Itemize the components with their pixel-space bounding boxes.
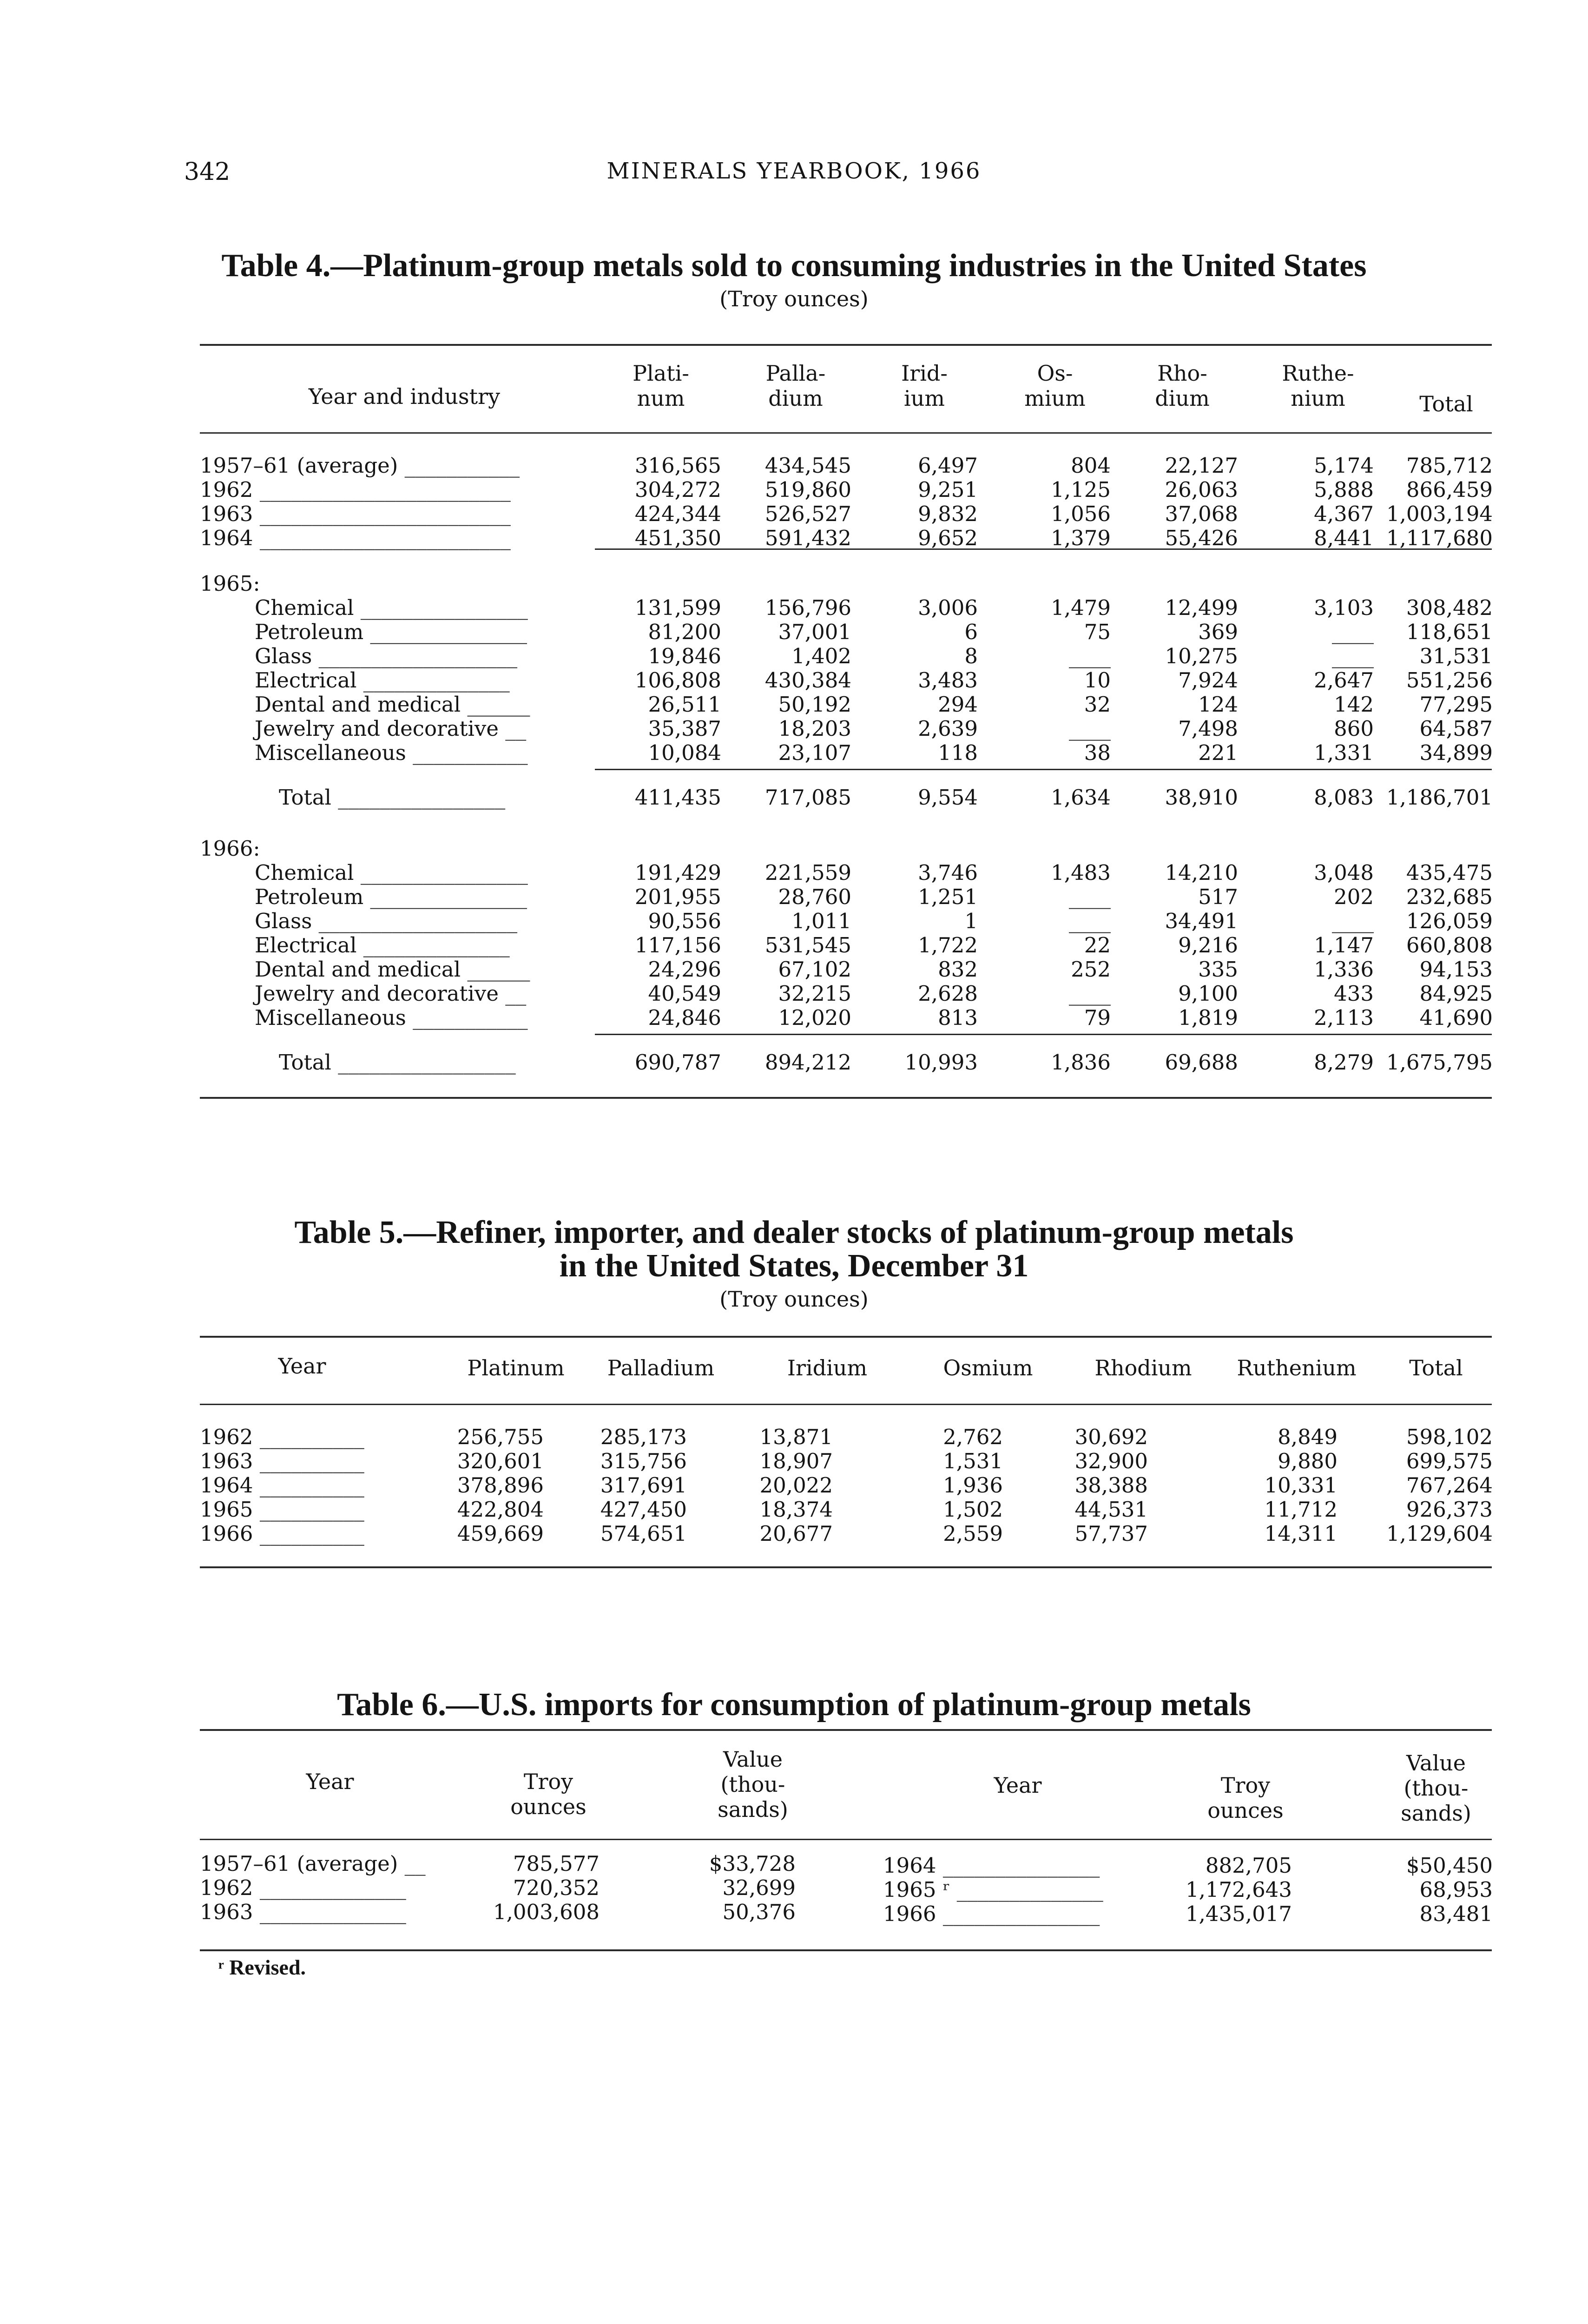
table5-row-5-cell-7: 1,129,604 (1386, 1521, 1493, 1546)
table6-left-row-1-cell-2: $33,728 (709, 1851, 796, 1876)
table6-header-value-left: Value (thou- sands) (718, 1747, 788, 1822)
table4-header-5: Rho- dium (1155, 361, 1210, 411)
table5-row-2-cell-7: 699,575 (1406, 1449, 1493, 1473)
table4-1966-row-7-cell-7: 41,690 (1419, 1005, 1493, 1030)
table4-title: Table 4.—Platinum-group metals sold to consuming industries in the United States (221, 248, 1367, 284)
table4-header-rule (200, 432, 1492, 434)
table5-row-2-label: 1963 __________ (200, 1449, 364, 1473)
table5-row-4-cell-1: 422,804 (457, 1497, 544, 1522)
table5-row-5-cell-5: 57,737 (1074, 1521, 1148, 1546)
page-number: 342 (184, 158, 231, 186)
table5-row-1-cell-7: 598,102 (1406, 1425, 1493, 1449)
table4-1966-total-cell-6: 8,279 (1314, 1050, 1374, 1075)
table4-1966-row-7-cell-1: 24,846 (648, 1005, 721, 1030)
table5-row-4-cell-2: 427,450 (600, 1497, 687, 1522)
table4-1966-total-rule (595, 1034, 1492, 1035)
table4-1965-row-6-cell-6: 860 (1334, 716, 1374, 741)
table4-1966-row-3-label: Glass ___________________ (255, 909, 518, 933)
table5-header-2: Palladium (607, 1355, 715, 1380)
table4-top-row-3-cell-5: 37,068 (1165, 502, 1238, 526)
table5-row-4-label: 1965 __________ (200, 1497, 364, 1522)
table4-1966-row-4-label: Electrical ______________ (255, 933, 510, 957)
table4-1966-row-1-cell-4: 1,483 (1051, 860, 1111, 885)
table6-left-row-2-cell-2: 32,699 (722, 1875, 796, 1900)
table6-right-row-3-cell-2: 83,481 (1419, 1901, 1493, 1926)
table4-1966-row-5-cell-1: 24,296 (648, 957, 721, 982)
table5-row-5-cell-3: 20,677 (759, 1521, 833, 1546)
table4-1965-row-1-cell-5: 12,499 (1165, 595, 1238, 620)
table4-1965-row-3-cell-3: 8 (964, 644, 978, 668)
table4-top-row-2-cell-4: 1,125 (1051, 477, 1111, 502)
table5-header-5: Rhodium (1094, 1355, 1192, 1380)
table4-1966-row-3-cell-3: 1 (964, 909, 978, 933)
table6-header-rule (200, 1839, 1492, 1840)
table6-right-row-1-label: 1964 _______________ (883, 1853, 1100, 1878)
table5-row-4-cell-4: 1,502 (943, 1497, 1003, 1522)
table6-header-ounces-left: Troy ounces (510, 1769, 586, 1819)
table4-1966-row-3-cell-7: 126,059 (1406, 909, 1493, 933)
table6-footnote: ʳ Revised. (218, 1955, 306, 1979)
table4-1965-row-7-cell-3: 118 (938, 740, 978, 765)
table4-1965-total-cell-1: 411,435 (634, 785, 721, 810)
table4-1965-row-1-cell-6: 3,103 (1314, 595, 1374, 620)
table4-top-row-3-label: 1963 ________________________ (200, 502, 511, 526)
table5-row-1-cell-6: 8,849 (1278, 1425, 1338, 1449)
table4-1966-row-2-cell-3: 1,251 (918, 885, 978, 909)
table4-1966-total-cell-7: 1,675,795 (1386, 1050, 1493, 1075)
table4-top-rule (200, 344, 1492, 346)
table5-row-2-cell-3: 18,907 (759, 1449, 833, 1473)
table5-row-4-cell-5: 44,531 (1074, 1497, 1148, 1522)
table4-1966-label: 1966: (200, 836, 260, 861)
table4-header-year: Year and industry (308, 384, 501, 409)
table4-top-row-1-cell-2: 434,545 (764, 453, 851, 478)
table4-1966-total-cell-2: 894,212 (764, 1050, 851, 1075)
table4-1965-row-2-cell-1: 81,200 (648, 620, 721, 644)
table4-1966-row-2-cell-7: 232,685 (1406, 885, 1493, 909)
table4-1966-row-3-cell-1: 90,556 (648, 909, 721, 933)
table4-1966-row-7-cell-6: 2,113 (1314, 1005, 1374, 1030)
table4-1965-row-4-cell-5: 7,924 (1178, 668, 1238, 693)
table5-title: Table 5.—Refiner, importer, and dealer stocks of platinum-group metals (294, 1215, 1294, 1250)
table4-1965-row-2-cell-5: 369 (1198, 620, 1238, 644)
table4-top-row-3-cell-2: 526,527 (764, 502, 851, 526)
table4-1966-row-4-cell-3: 1,722 (918, 933, 978, 957)
table4-1966-row-4-cell-6: 1,147 (1314, 933, 1374, 957)
table6-left-row-1-label: 1957–61 (average) __ (200, 1851, 426, 1876)
table4-1966-row-7-cell-2: 12,020 (778, 1005, 851, 1030)
table4-1966-row-6-cell-1: 40,549 (648, 981, 721, 1006)
table4-1966-row-5-cell-2: 67,102 (778, 957, 851, 982)
table4-top-row-4-cell-6: 8,441 (1314, 526, 1374, 550)
table4-1966-row-4-cell-2: 531,545 (764, 933, 851, 957)
table4-1965-row-4-label: Electrical ______________ (255, 668, 510, 693)
table4-1965-row-1-label: Chemical ________________ (255, 595, 528, 620)
table4-1966-row-7-cell-4: 79 (1084, 1005, 1111, 1030)
table4-1966-row-4-cell-7: 660,808 (1406, 933, 1493, 957)
table4-top-row-4-label: 1964 ________________________ (200, 526, 511, 550)
table4-top-row-4-cell-2: 591,432 (764, 526, 851, 550)
table4-1966-total-cell-3: 10,993 (904, 1050, 978, 1075)
running-head: MINERALS YEARBOOK, 1966 (606, 158, 982, 184)
table4-1965-row-3-cell-2: 1,402 (791, 644, 851, 668)
table5-row-2-cell-2: 315,756 (600, 1449, 687, 1473)
table4-top-row-2-cell-1: 304,272 (634, 477, 721, 502)
table6-title: Table 6.—U.S. imports for consumption of platinum-group metals (337, 1687, 1251, 1723)
table4-top-row-1-cell-3: 6,497 (918, 453, 978, 478)
table4-1965-row-2-cell-3: 6 (964, 620, 978, 644)
table4-1966-row-6-cell-5: 9,100 (1178, 981, 1238, 1006)
table4-1965-row-7-cell-6: 1,331 (1314, 740, 1374, 765)
table5-row-3-cell-4: 1,936 (943, 1473, 1003, 1498)
table6-bottom-rule (200, 1949, 1492, 1951)
table4-1965-total-cell-5: 38,910 (1165, 785, 1238, 810)
table4-1966-row-6-cell-6: 433 (1334, 981, 1374, 1006)
table4-1965-row-4-cell-1: 106,808 (634, 668, 721, 693)
table4-1965-total-cell-2: 717,085 (764, 785, 851, 810)
table4-1966-row-1-cell-3: 3,746 (918, 860, 978, 885)
table5-row-3-cell-2: 317,691 (600, 1473, 687, 1498)
table4-1965-row-5-cell-4: 32 (1084, 692, 1111, 717)
table5-header-1: Platinum (467, 1355, 565, 1380)
table5-row-1-cell-4: 2,762 (943, 1425, 1003, 1449)
table4-header-6: Ruthe- nium (1282, 361, 1354, 411)
table6-right-row-2-label: 1965 ʳ ______________ (883, 1877, 1103, 1902)
table5-row-1-cell-3: 13,871 (759, 1425, 833, 1449)
table4-1966-row-1-cell-5: 14,210 (1165, 860, 1238, 885)
table5-row-5-label: 1966 __________ (200, 1521, 364, 1546)
table4-1965-row-3-cell-5: 10,275 (1165, 644, 1238, 668)
table5-row-1-label: 1962 __________ (200, 1425, 364, 1449)
table5-row-3-cell-1: 378,896 (457, 1473, 544, 1498)
table4-1965-row-4-cell-3: 3,483 (918, 668, 978, 693)
table4-1965-row-7-cell-4: 38 (1084, 740, 1111, 765)
table4-1965-row-6-cell-7: 64,587 (1419, 716, 1493, 741)
table6-left-row-2-label: 1962 ______________ (200, 1875, 406, 1900)
table4-top-row-2-cell-2: 519,860 (764, 477, 851, 502)
table4-1965-row-6-label: Jewelry and decorative __ (255, 716, 527, 741)
table4-1965-row-5-cell-6: 142 (1334, 692, 1374, 717)
table4-1966-row-2-cell-1: 201,955 (634, 885, 721, 909)
table4-header-7: Total (1419, 391, 1473, 416)
table4-top-row-2-cell-6: 5,888 (1314, 477, 1374, 502)
table5-row-1-cell-1: 256,755 (457, 1425, 544, 1449)
table5-row-1-cell-5: 30,692 (1074, 1425, 1148, 1449)
table4-top-row-2-cell-7: 866,459 (1406, 477, 1493, 502)
table4-1965-row-1-cell-4: 1,479 (1051, 595, 1111, 620)
table4-1966-row-1-cell-2: 221,559 (764, 860, 851, 885)
table5-header-4: Osmium (943, 1355, 1033, 1380)
table6-left-row-1-cell-1: 785,577 (513, 1851, 600, 1876)
table4-1966-total-cell-4: 1,836 (1051, 1050, 1111, 1075)
table4-1965-row-3-cell-7: 31,531 (1419, 644, 1493, 668)
table4-1966-row-5-label: Dental and medical ______ (255, 957, 530, 982)
table4-1965-row-5-cell-2: 50,192 (778, 692, 851, 717)
table4-header-2: Palla- dium (765, 361, 826, 411)
table4-1966-row-3-cell-5: 34,491 (1165, 909, 1238, 933)
table4-1965-row-3-cell-6: ____ (1332, 644, 1374, 668)
table4-header-4: Os- mium (1024, 361, 1086, 411)
table4-1965-row-3-label: Glass ___________________ (255, 644, 518, 668)
table4-1965-row-1-cell-1: 131,599 (634, 595, 721, 620)
table5-header-3: Iridium (787, 1355, 868, 1380)
table4-1965-row-6-cell-2: 18,203 (778, 716, 851, 741)
table4-header-1: Plati- num (633, 361, 689, 411)
table4-top-row-4-cell-1: 451,350 (634, 526, 721, 550)
table6-left-row-2-cell-1: 720,352 (513, 1875, 600, 1900)
table4-1966-row-2-cell-4: ____ (1069, 885, 1111, 909)
table5-row-5-cell-4: 2,559 (943, 1521, 1003, 1546)
table4-1965-row-4-cell-7: 551,256 (1406, 668, 1493, 693)
table4-top-row-1-cell-7: 785,712 (1406, 453, 1493, 478)
table4-1966-row-3-cell-4: ____ (1069, 909, 1111, 933)
table5-row-4-cell-6: 11,712 (1264, 1497, 1338, 1522)
table5-row-5-cell-6: 14,311 (1264, 1521, 1338, 1546)
table4-1966-row-6-cell-3: 2,628 (918, 981, 978, 1006)
table4-top-row-3-cell-6: 4,367 (1314, 502, 1374, 526)
table4-1965-label: 1965: (200, 571, 260, 596)
table5-row-3-cell-7: 767,264 (1406, 1473, 1493, 1498)
table4-1966-row-2-label: Petroleum _______________ (255, 885, 527, 909)
table4-1966-row-1-cell-7: 435,475 (1406, 860, 1493, 885)
table5-title-line2: in the United States, December 31 (559, 1248, 1029, 1284)
table4-1965-row-5-cell-5: 124 (1198, 692, 1238, 717)
table4-1966-row-4-cell-5: 9,216 (1178, 933, 1238, 957)
table4-subtitle: (Troy ounces) (719, 286, 869, 311)
table4-1966-row-2-cell-6: 202 (1334, 885, 1374, 909)
table4-1965-row-6-cell-5: 7,498 (1178, 716, 1238, 741)
table4-1966-row-1-label: Chemical ________________ (255, 860, 528, 885)
table5-row-5-cell-1: 459,669 (457, 1521, 544, 1546)
table6-top-rule (200, 1729, 1492, 1731)
table6-right-row-2-cell-2: 68,953 (1419, 1877, 1493, 1902)
table6-right-row-3-label: 1966 _______________ (883, 1901, 1100, 1926)
table4-top-row-4-cell-5: 55,426 (1165, 526, 1238, 550)
table6-header-value-right: Value (thou- sands) (1401, 1750, 1471, 1826)
table4-1965-row-1-cell-3: 3,006 (918, 595, 978, 620)
table6-header-ounces-right: Troy ounces (1207, 1773, 1284, 1823)
table5-row-4-cell-7: 926,373 (1406, 1497, 1493, 1522)
table4-1966-row-2-cell-2: 28,760 (778, 885, 851, 909)
table6-right-row-2-cell-1: 1,172,643 (1185, 1877, 1292, 1902)
table4-1965-row-5-cell-7: 77,295 (1419, 692, 1493, 717)
table4-top-row-3-cell-4: 1,056 (1051, 502, 1111, 526)
table4-1965-row-7-label: Miscellaneous ___________ (255, 740, 528, 765)
table4-1966-row-3-cell-2: 1,011 (791, 909, 851, 933)
table4-top-row-2-cell-3: 9,251 (918, 477, 978, 502)
table4-1966-row-7-cell-5: 1,819 (1178, 1005, 1238, 1030)
table4-1965-row-7-cell-1: 10,084 (648, 740, 721, 765)
table4-1966-row-6-cell-4: ____ (1069, 981, 1111, 1006)
table6-header-year-right: Year (994, 1773, 1042, 1798)
table4-1966-row-5-cell-4: 252 (1071, 957, 1111, 982)
table4-1965-row-2-cell-6: ____ (1332, 620, 1374, 644)
table5-subtitle: (Troy ounces) (719, 1287, 869, 1312)
table5-header-rule (200, 1404, 1492, 1405)
table6-left-row-3-cell-2: 50,376 (722, 1900, 796, 1924)
table4-1965-row-7-cell-5: 221 (1198, 740, 1238, 765)
table6-left-row-3-cell-1: 1,003,608 (493, 1900, 600, 1924)
table4-1966-row-1-cell-1: 191,429 (634, 860, 721, 885)
table5-row-3-cell-5: 38,388 (1074, 1473, 1148, 1498)
table4-top-row-1-cell-4: 804 (1071, 453, 1111, 478)
table4-top-row-4-cell-7: 1,117,680 (1386, 526, 1493, 550)
table5-header-year: Year (278, 1353, 326, 1379)
table4-bottom-rule (200, 1097, 1492, 1099)
table4-1966-row-6-cell-7: 84,925 (1419, 981, 1493, 1006)
table4-1965-row-4-cell-2: 430,384 (764, 668, 851, 693)
table4-1965-row-6-cell-4: ____ (1069, 716, 1111, 741)
table5-row-3-cell-6: 10,331 (1264, 1473, 1338, 1498)
table4-1965-row-3-cell-1: 19,846 (648, 644, 721, 668)
table4-1966-total-cell-1: 690,787 (634, 1050, 721, 1075)
table4-1965-row-4-cell-6: 2,647 (1314, 668, 1374, 693)
table4-1966-row-5-cell-7: 94,153 (1419, 957, 1493, 982)
table4-top-row-1-cell-6: 5,174 (1314, 453, 1374, 478)
table4-1966-row-6-cell-2: 32,215 (778, 981, 851, 1006)
table4-top-row-1-label: 1957–61 (average) ___________ (200, 453, 520, 478)
table4-1966-row-2-cell-5: 517 (1198, 885, 1238, 909)
table4-1966-row-1-cell-6: 3,048 (1314, 860, 1374, 885)
table4-1965-total-label: Total ________________ (279, 785, 506, 810)
table5-row-3-cell-3: 20,022 (759, 1473, 833, 1498)
table4-1965-total-cell-4: 1,634 (1051, 785, 1111, 810)
table6-right-row-3-cell-1: 1,435,017 (1185, 1901, 1292, 1926)
table6-left-row-3-label: 1963 ______________ (200, 1900, 406, 1924)
table4-top-row-1-cell-1: 316,565 (634, 453, 721, 478)
table4-1966-total-cell-5: 69,688 (1165, 1050, 1238, 1075)
table4-1965-row-3-cell-4: ____ (1069, 644, 1111, 668)
page-header (0, 158, 1588, 191)
table4-1966-row-6-label: Jewelry and decorative __ (255, 981, 527, 1006)
table5-top-rule (200, 1336, 1492, 1338)
table4-1965-row-2-cell-4: 75 (1084, 620, 1111, 644)
table4-1966-row-7-cell-3: 813 (938, 1005, 978, 1030)
table4-top-row-4-cell-3: 9,652 (918, 526, 978, 550)
table4-sum-rule (595, 548, 1492, 550)
table4-top-row-3-cell-7: 1,003,194 (1386, 502, 1493, 526)
table4-top-row-2-label: 1962 ________________________ (200, 477, 511, 502)
table5-header-6: Ruthenium (1237, 1355, 1357, 1380)
table4-1965-row-4-cell-4: 10 (1084, 668, 1111, 693)
table5-row-1-cell-2: 285,173 (600, 1425, 687, 1449)
table4-1965-row-2-cell-7: 118,651 (1406, 620, 1493, 644)
table4-1965-total-cell-7: 1,186,701 (1386, 785, 1493, 810)
table4-1965-row-7-cell-2: 23,107 (778, 740, 851, 765)
table5-row-2-cell-5: 32,900 (1074, 1449, 1148, 1473)
table4-1965-row-5-label: Dental and medical ______ (255, 692, 530, 717)
table4-1966-row-4-cell-4: 22 (1084, 933, 1111, 957)
table4-1965-row-1-cell-2: 156,796 (764, 595, 851, 620)
table4-1965-row-5-cell-3: 294 (938, 692, 978, 717)
table4-1966-row-5-cell-5: 335 (1198, 957, 1238, 982)
table5-row-2-cell-6: 9,880 (1278, 1449, 1338, 1473)
table6-header-year-left: Year (306, 1769, 354, 1794)
table4-1965-row-6-cell-3: 2,639 (918, 716, 978, 741)
table4-1965-total-rule (595, 769, 1492, 770)
table4-1965-total-cell-6: 8,083 (1314, 785, 1374, 810)
table4-1966-row-3-cell-6: ____ (1332, 909, 1374, 933)
table4-1965-row-2-cell-2: 37,001 (778, 620, 851, 644)
table4-1965-row-1-cell-7: 308,482 (1406, 595, 1493, 620)
table4-1965-total-cell-3: 9,554 (918, 785, 978, 810)
table4-1966-row-7-label: Miscellaneous ___________ (255, 1005, 528, 1030)
table4-1966-total-label: Total _________________ (279, 1050, 516, 1075)
table5-header-7: Total (1409, 1355, 1463, 1380)
table6-right-row-1-cell-1: 882,705 (1205, 1853, 1292, 1878)
table6-right-row-1-cell-2: $50,450 (1406, 1853, 1493, 1878)
table5-row-4-cell-3: 18,374 (759, 1497, 833, 1522)
table4-1965-row-5-cell-1: 26,511 (648, 692, 721, 717)
table4-1966-row-5-cell-3: 832 (938, 957, 978, 982)
table4-top-row-1-cell-5: 22,127 (1165, 453, 1238, 478)
table4-1966-row-5-cell-6: 1,336 (1314, 957, 1374, 982)
table4-header-3: Irid- ium (901, 361, 948, 411)
table4-top-row-4-cell-4: 1,379 (1051, 526, 1111, 550)
table5-row-2-cell-1: 320,601 (457, 1449, 544, 1473)
table4-top-row-3-cell-1: 424,344 (634, 502, 721, 526)
table4-1965-row-6-cell-1: 35,387 (648, 716, 721, 741)
table5-row-2-cell-4: 1,531 (943, 1449, 1003, 1473)
table4-1966-row-4-cell-1: 117,156 (634, 933, 721, 957)
table4-1965-row-2-label: Petroleum _______________ (255, 620, 527, 644)
table5-row-5-cell-2: 574,651 (600, 1521, 687, 1546)
table4-top-row-3-cell-3: 9,832 (918, 502, 978, 526)
table5-bottom-rule (200, 1566, 1492, 1568)
table4-1965-row-7-cell-7: 34,899 (1419, 740, 1493, 765)
table4-top-row-2-cell-5: 26,063 (1165, 477, 1238, 502)
table5-row-3-label: 1964 __________ (200, 1473, 364, 1498)
